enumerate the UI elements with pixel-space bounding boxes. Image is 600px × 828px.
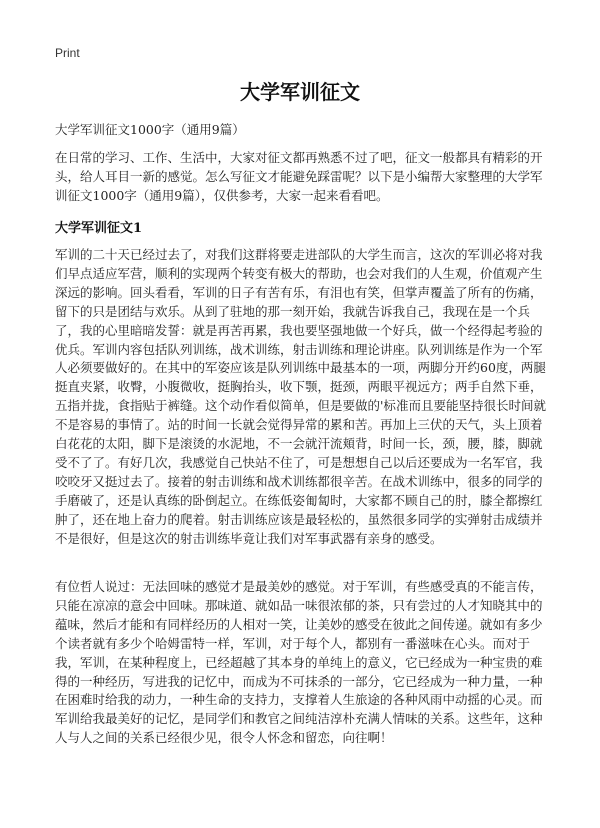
document-subtitle: 大学军训征文1000字（通用9篇）	[55, 122, 245, 137]
section-heading: 大学军训征文1	[55, 221, 143, 236]
print-link[interactable]: Print	[55, 46, 80, 60]
intro-paragraph: 在日常的学习、工作、生活中，大家对征文都再熟悉不过了吧，征文一般都具有精彩的开头，给人耳目一新的感觉。怎么写征文才能避免踩雷呢？以下是小编帮大家整理的大学军训征文1000字（通用9篇），仅供参考，大家一起来看看吧。	[55, 150, 543, 203]
page-title: 大学军训征文	[240, 80, 360, 104]
body-paragraph-2: 有位哲人说过：无法回味的感觉才是最美妙的感觉。对于军训，有些感受真的不能言传，只能在凉凉的意会中回味。那味道、就如品一味很浓郁的茶，只有尝过的人才知晓其中的蕴味，然后才能和有同样经历的人相对一笑，让美妙的感受在彼此之间传递。就如有多少个读者就有多少个哈姆雷特一样，军训，对于每个人，都别有一番滋味在心头。而对于我，军训，在某种程度上，已经超越了其本身的单纯上的意义，它已经成为一种宝贵的难得的一种经历，写进我的记忆中，而成为不可抹杀的一部分，它已经成为一种力量，一种在困难时给我的动力，一种生命的支持力，支撑着人生旅途的各种风雨中动摇的心灵。而军训给我最美好的记忆，是同学们和教官之间纯洁淳朴充满人情味的关系。这些年，这种人与人之间的关系已经很少见，很令人怀念和留恋，向往啊！	[55, 579, 543, 746]
body-paragraph-1: 军训的二十天已经过去了，对我们这群将要走进部队的大学生而言，这次的军训必将对我们早点适应军营，顺利的实现两个转变有极大的帮助，也会对我们的人生观，价值观产生深远的影响。回头看看，军训的日子有苦有乐，有泪也有笑，但掌声覆盖了所有的伤痛，留下的只是团结与欢乐。从到了驻地的那一刻开始，我就告诉我自己，我现在是一个兵了，我的心里暗暗发誓：就是再苦再累，我也要坚强地做一个好兵，做一个经得起考验的优兵。军训内容包括队列训练，战术训练，射击训练和理论讲座。队列训练是作为一个军人必须要做好的。在其中的军姿应该是队列训练中最基本的一项，两脚分开约60度，两腿挺直夹紧，收臀，小腹微收，挺胸抬头，收下颚，挺颈，两眼平视远方；两手自然下垂，五指并拢，食指贴于裤缝。这个动作看似简单，但是要做的'标准而且要能坚持很长时间就不是容易的事情了。站的时间一长就会觉得异常的累和苦。再加上三伏的天气，头上顶着白花花的太阳，脚下是滚烫的水泥地，不一会就汗流頬背，时间一长，颈，腰，膝，脚就受不了了。有好几次，我感觉自己快站不住了，可是想想自己以后还要成为一名军官，我咬咬牙又挺过去了。接着的射击训练和战术训练都很辛苦。在战术训练中，很多的同学的手磨破了，还是认真练的卧倒起立。在练低姿匍匐时，大家都不顾自己的肘，膝全都擦红肿了，还在地上奋力的爬着。射击训练应该是最轻松的，虽然很多同学的实弹射击成绩并不是很好，但是这次的射击训练毕竟让我们对军事武器有亲身的感受。	[55, 247, 546, 546]
